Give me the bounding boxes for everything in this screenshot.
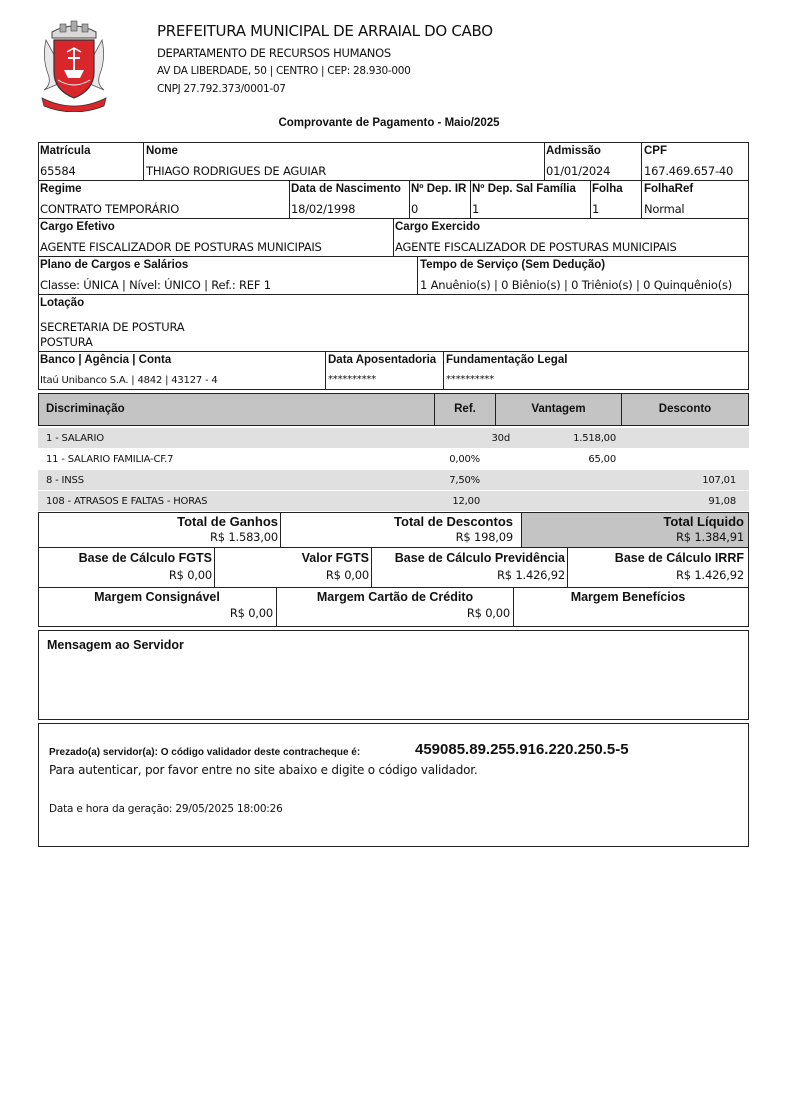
banco-label: Banco | Agência | Conta [40, 354, 172, 366]
admissao-label: Admissão [546, 145, 601, 157]
item-desc: 11 - SALARIO FAMILIA-CF.7 [46, 454, 174, 465]
col-ref: Ref. [454, 403, 476, 415]
table-row [38, 491, 749, 511]
total-descontos-label: Total de Descontos [394, 514, 513, 529]
tempo-servico-value: 1 Anuênio(s) | 0 Biênio(s) | 0 Triênio(s) | 0 Quinquênio(s) [420, 278, 733, 292]
tempo-servico-label: Tempo de Serviço (Sem Dedução) [420, 259, 606, 271]
margem-beneficios-label: Margem Benefícios [570, 590, 686, 604]
total-liquido-label: Total Líquido [663, 514, 744, 529]
item-ref: 30d [491, 433, 510, 444]
total-descontos-value: R$ 198,09 [455, 530, 513, 544]
validation-box [38, 723, 749, 847]
folharef-value: Normal [644, 202, 685, 216]
item-desc: 1 - SALARIO [46, 433, 104, 444]
validation-instruction: Para autenticar, por favor entre no site abaixo e digite o código validador. [49, 763, 478, 777]
cargo-efetivo-label: Cargo Efetivo [40, 221, 115, 233]
base-previdencia-label: Base de Cálculo Previdência [394, 551, 565, 565]
nascimento-value: 18/02/1998 [291, 202, 356, 216]
lotacao-label: Lotação [40, 297, 85, 309]
validation-intro: Prezado(a) servidor(a): O código validador deste contracheque é: [49, 747, 361, 758]
total-ganhos-label: Total de Ganhos [177, 514, 278, 529]
item-desconto: 91,08 [708, 496, 736, 507]
regime-value: CONTRATO TEMPORÁRIO [40, 202, 180, 216]
document-title: Comprovante de Pagamento - Maio/2025 [278, 117, 500, 129]
plano-value: Classe: ÚNICA | Nível: ÚNICO | Ref.: REF 1 [40, 278, 271, 292]
item-ref: 7,50% [449, 475, 480, 486]
item-desconto: 107,01 [702, 475, 736, 486]
dep-ir-label: Nº Dep. IR [411, 183, 467, 195]
margem-consignavel-label: Margem Consignável [94, 590, 220, 604]
cnpj: CNPJ 27.792.373/0001-07 [157, 83, 286, 95]
margem-cartao-label: Margem Cartão de Crédito [316, 590, 474, 604]
item-ref: 12,00 [452, 496, 480, 507]
item-desc: 108 - ATRASOS E FALTAS - HORAS [46, 496, 208, 507]
valor-fgts-value: R$ 0,00 [325, 568, 369, 582]
aposentadoria-label: Data Aposentadoria [328, 354, 437, 366]
banco-value: Itaú Unibanco S.A. | 4842 | 43127 - 4 [40, 375, 218, 386]
dep-ir-value: 0 [411, 202, 419, 216]
total-liquido-value: R$ 1.384,91 [676, 530, 744, 544]
item-ref: 0,00% [449, 454, 480, 465]
col-desconto: Desconto [658, 403, 712, 415]
dep-sal-label: Nº Dep. Sal Família [472, 183, 576, 195]
matricula-value: 65584 [40, 164, 76, 178]
table-row [38, 428, 749, 448]
cargo-exercido-value: AGENTE FISCALIZADOR DE POSTURAS MUNICIPAIS [395, 240, 677, 254]
table-row [38, 470, 749, 490]
municipal-coat-of-arms [38, 18, 110, 112]
aposentadoria-value: ********** [328, 374, 377, 385]
cpf-label: CPF [644, 145, 667, 157]
fundamentacao-value: ********** [446, 374, 495, 385]
table-row [38, 449, 749, 469]
col-discriminacao: Discriminação [46, 403, 125, 415]
margem-consignavel-value: R$ 0,00 [229, 606, 273, 620]
item-desc: 8 - INSS [46, 475, 84, 486]
base-fgts-value: R$ 0,00 [168, 568, 212, 582]
col-vantagem: Vantagem [531, 403, 586, 415]
regime-label: Regime [40, 183, 82, 195]
base-previdencia-value: R$ 1.426,92 [497, 568, 565, 582]
base-irrf-value: R$ 1.426,92 [676, 568, 744, 582]
base-irrf-label: Base de Cálculo IRRF [614, 551, 744, 565]
validation-code: 459085.89.255.916.220.250.5-5 [415, 741, 629, 758]
cargo-exercido-label: Cargo Exercido [395, 221, 480, 233]
cpf-value: 167.469.657-40 [644, 164, 734, 178]
nome-label: Nome [146, 145, 178, 157]
matricula-label: Matrícula [40, 145, 91, 157]
message-label: Mensagem ao Servidor [47, 638, 184, 652]
admissao-value: 01/01/2024 [546, 164, 611, 178]
folha-value: 1 [592, 202, 600, 216]
address: AV DA LIBERDADE, 50 | CENTRO | CEP: 28.930-000 [157, 65, 411, 77]
folha-label: Folha [592, 183, 623, 195]
generation-timestamp: Data e hora da geração: 29/05/2025 18:00:26 [49, 803, 283, 815]
margem-cartao-value: R$ 0,00 [466, 606, 510, 620]
lotacao-line-1: SECRETARIA DE POSTURA [40, 320, 185, 334]
fundamentacao-label: Fundamentação Legal [446, 354, 568, 366]
base-fgts-label: Base de Cálculo FGTS [78, 551, 212, 565]
nome-value: THIAGO RODRIGUES DE AGUIAR [146, 164, 326, 178]
municipality-title: PREFEITURA MUNICIPAL DE ARRAIAL DO CABO [157, 22, 493, 40]
folharef-label: FolhaRef [644, 183, 694, 195]
lotacao-line-2: POSTURA [40, 335, 93, 349]
item-vantagem: 1.518,00 [573, 433, 616, 444]
department-name: DEPARTAMENTO DE RECURSOS HUMANOS [157, 46, 391, 60]
nascimento-label: Data de Nascimento [291, 183, 401, 195]
total-ganhos-value: R$ 1.583,00 [210, 530, 278, 544]
dep-sal-value: 1 [472, 202, 480, 216]
cargo-efetivo-value: AGENTE FISCALIZADOR DE POSTURAS MUNICIPAIS [40, 240, 322, 254]
plano-label: Plano de Cargos e Salários [40, 259, 189, 271]
valor-fgts-label: Valor FGTS [301, 551, 369, 565]
item-vantagem: 65,00 [588, 454, 616, 465]
